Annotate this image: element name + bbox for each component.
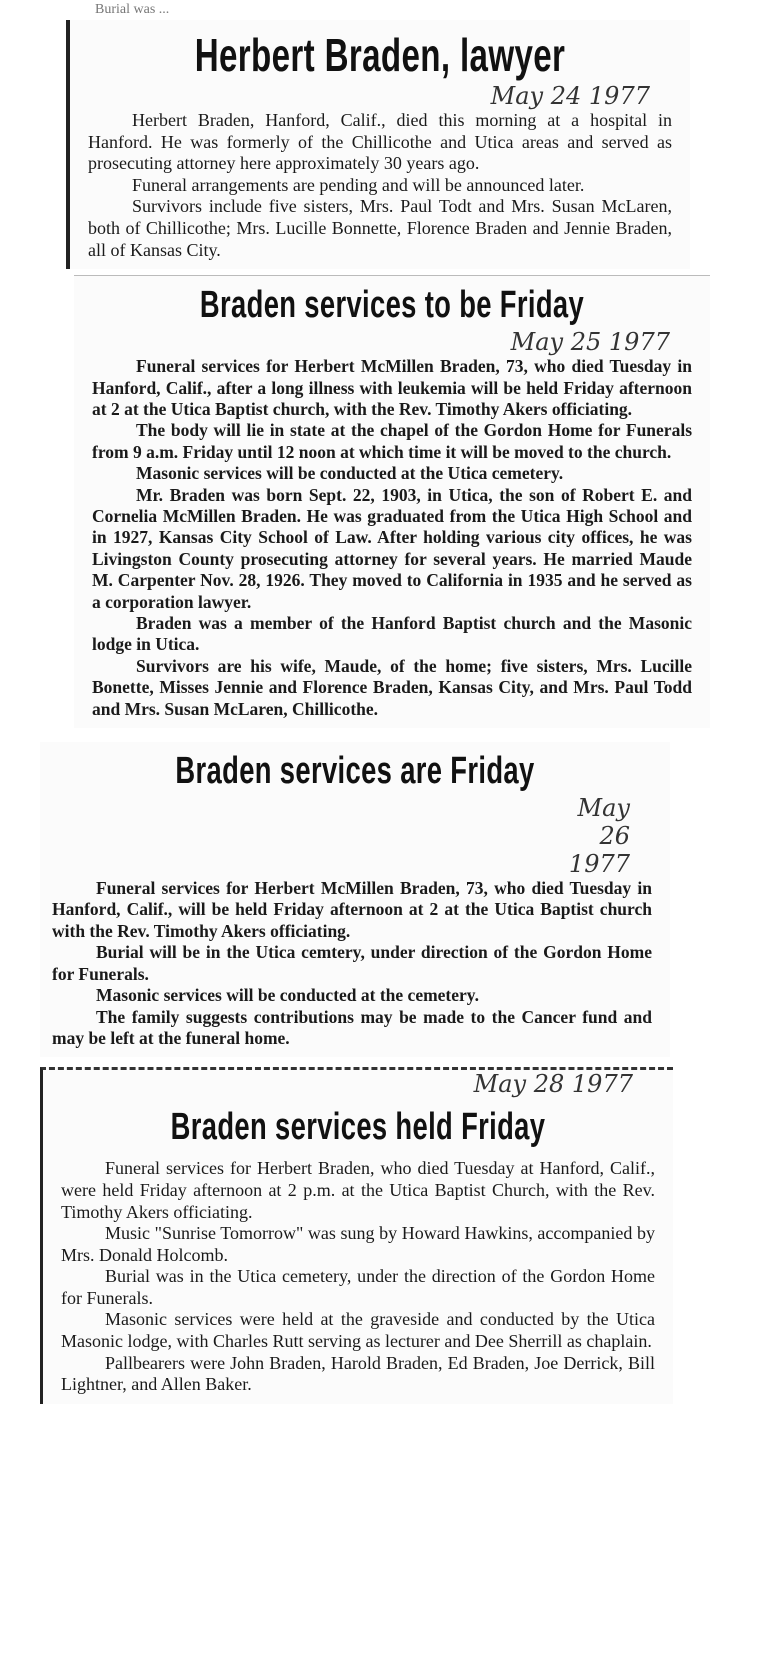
paragraph: Burial will be in the Utica cemtery, under direction of the Gordon Home for Funerals. [52, 942, 652, 984]
handwritten-date: May 24 1977 [490, 82, 650, 110]
handwritten-date: May 26 1977 [568, 794, 630, 879]
headline: Herbert Braden, lawyer [194, 29, 566, 81]
paragraph: Masonic services will be conducted at the Utica cemetery. [136, 463, 564, 484]
article-body [40, 878, 670, 1049]
paragraph: Braden was a member of the Hanford Baptist church and the Masonic lodge in Utica. [92, 613, 692, 655]
clipping-fragment: Burial was ... [95, 2, 170, 17]
clipping-services-are-friday [40, 742, 670, 1057]
paragraph: Burial was in the Utica cemetery, under the direction of the Gordon Home for Funerals. [61, 1266, 655, 1308]
paragraph: Pallbearers were John Braden, Harold Braden, Ed Braden, Joe Derrick, Bill Lightner, and Allen Baker. [61, 1352, 655, 1395]
paragraph: Masonic services were held at the graveside and conducted by the Utica Masonic lodge, with Charles Rutt serving as lecturer and Dee Sherrill as chaplain. [61, 1309, 655, 1352]
handwritten-date: May 25 1977 [510, 328, 670, 357]
headline: Braden services to be Friday [199, 284, 585, 327]
clipping-services-to-be-friday [74, 275, 710, 728]
paragraph: Herbert Braden, Hanford, Calif., died this morning at a hospital in Hanford. He was formerly of the Chillicothe and Utica areas and served as prosecuting attorney here approximately 30 years ago. [88, 110, 672, 174]
clipping-herbert-braden-lawyer [66, 20, 690, 269]
paragraph: Funeral services for Herbert McMillen Braden, 73, who died Tuesday in Hanford, Calif., after a long illness with leukemia will be held Friday afternoon at 2 at the Utica Baptist church, with the Rev. Timothy Akers officiating. [92, 356, 692, 419]
paragraph: Masonic services will be conducted at the cemetery. [96, 985, 479, 1006]
paragraph: Survivors are his wife, Maude, of the home; five sisters, Mrs. Lucille Bonette, Misses Jennie and Florence Braden, Kansas City, and Mrs. Paul Todd and Mrs. Susan McLaren, Chillicothe. [92, 655, 692, 719]
headline: Braden services held Friday [170, 1106, 546, 1149]
paragraph: Funeral services for Herbert Braden, who died Tuesday at Hanford, Calif., were held Friday afternoon at 2 p.m. at the Utica Baptist Church, with the Rev. Timothy Akers officiating. [61, 1158, 655, 1222]
clipping-services-held-friday [40, 1067, 673, 1404]
paragraph: Funeral services for Herbert McMillen Braden, 73, who died Tuesday in Hanford, Calif., will be held Friday afternoon at 2 at the Utica Baptist church with the Rev. Timothy Akers officiating. [52, 878, 652, 941]
paragraph: Music "Sunrise Tomorrow" was sung by Howard Hawkins, accompanied by Mrs. Donald Holcomb. [61, 1223, 655, 1265]
article-body [74, 356, 710, 720]
article-body [70, 110, 690, 261]
handwritten-date: May 28 1977 [473, 1070, 633, 1099]
paragraph: Funeral arrangements are pending and will be announced later. [132, 174, 585, 195]
paragraph: Mr. Braden was born Sept. 22, 1903, in Utica, the son of Robert E. and Cornelia McMillen Braden. He was graduated from the Utica High School and in 1927, Kansas City School of Law. After holding various city offices, he was Livingston County prosecuting attorney for several years. He married Maude M. Carpenter Nov. 28, 1926. They moved to California in 1935 and he served as a corporation lawyer. [92, 484, 692, 612]
paragraph: The family suggests contributions may be made to the Cancer fund and may be left at the funeral home. [52, 1006, 652, 1048]
headline: Braden services are Friday [175, 750, 535, 793]
paragraph: Survivors include five sisters, Mrs. Paul Todt and Mrs. Susan McLaren, both of Chillicothe; Mrs. Lucille Bonnette, Florence Braden and Jennie Braden, all of Kansas City. [88, 196, 672, 260]
article-body [43, 1158, 673, 1396]
paragraph: The body will lie in state at the chapel of the Gordon Home for Funerals from 9 a.m. Friday until 12 noon at which time it will be moved to the church. [92, 420, 692, 462]
